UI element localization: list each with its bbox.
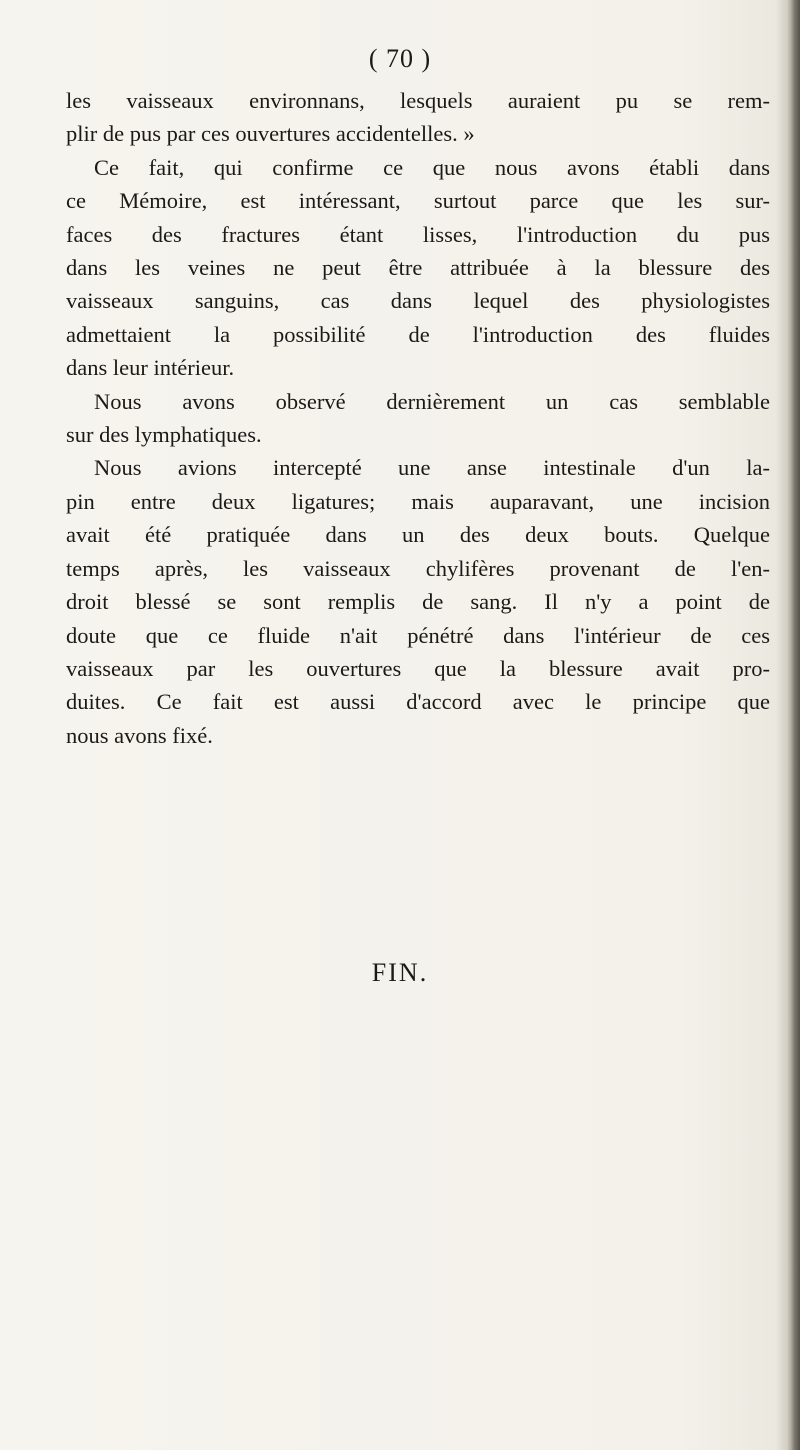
body-text <box>66 84 770 752</box>
text-line: sur des lymphatiques. <box>66 422 262 448</box>
text-line: admettaient la possibilité de l'introduction des fluides <box>66 321 770 347</box>
text-line: temps après, les vaisseaux chylifères provenant de l'en- <box>66 555 770 581</box>
text-line: dans les veines ne peut être attribuée à la blessure des <box>66 255 770 281</box>
page-number: ( 70 ) <box>368 44 432 73</box>
page-binding-edge <box>786 0 800 1450</box>
text-line: faces des fractures étant lisses, l'introduction du pus <box>66 221 770 247</box>
text-line: dans leur intérieur. <box>66 355 235 381</box>
text-line: Nous avions intercepté une anse intestinale d'un la- <box>94 455 770 481</box>
text-line: vaisseaux par les ouvertures que la blessure avait pro- <box>66 655 770 681</box>
text-line: duites. Ce fait est aussi d'accord avec le principe que <box>66 689 770 715</box>
page-shadow <box>776 0 786 1450</box>
text-line: Ce fait, qui confirme ce que nous avons établi dans <box>94 154 770 180</box>
text-line: plir de pus par ces ouvertures accidentelles. » <box>66 121 475 147</box>
text-line: les vaisseaux environnans, lesquels auraient pu se rem- <box>66 88 770 113</box>
text-line: nous avons fixé. <box>66 722 213 748</box>
end-marker: FIN. <box>371 958 429 987</box>
text-line: pin entre deux ligatures; mais auparavant, une incision <box>66 488 770 514</box>
text-line: Nous avons observé dernièrement un cas semblable <box>94 388 770 414</box>
text-line: doute que ce fluide n'ait pénétré dans l'intérieur de ces <box>66 622 770 648</box>
text-line: avait été pratiquée dans un des deux bouts. Quelque <box>66 522 770 548</box>
text-line: droit blessé se sont remplis de sang. Il n'y a point de <box>66 589 770 615</box>
text-line: vaisseaux sanguins, cas dans lequel des physiologistes <box>66 288 770 314</box>
text-line: ce Mémoire, est intéressant, surtout parce que les sur- <box>66 188 770 214</box>
